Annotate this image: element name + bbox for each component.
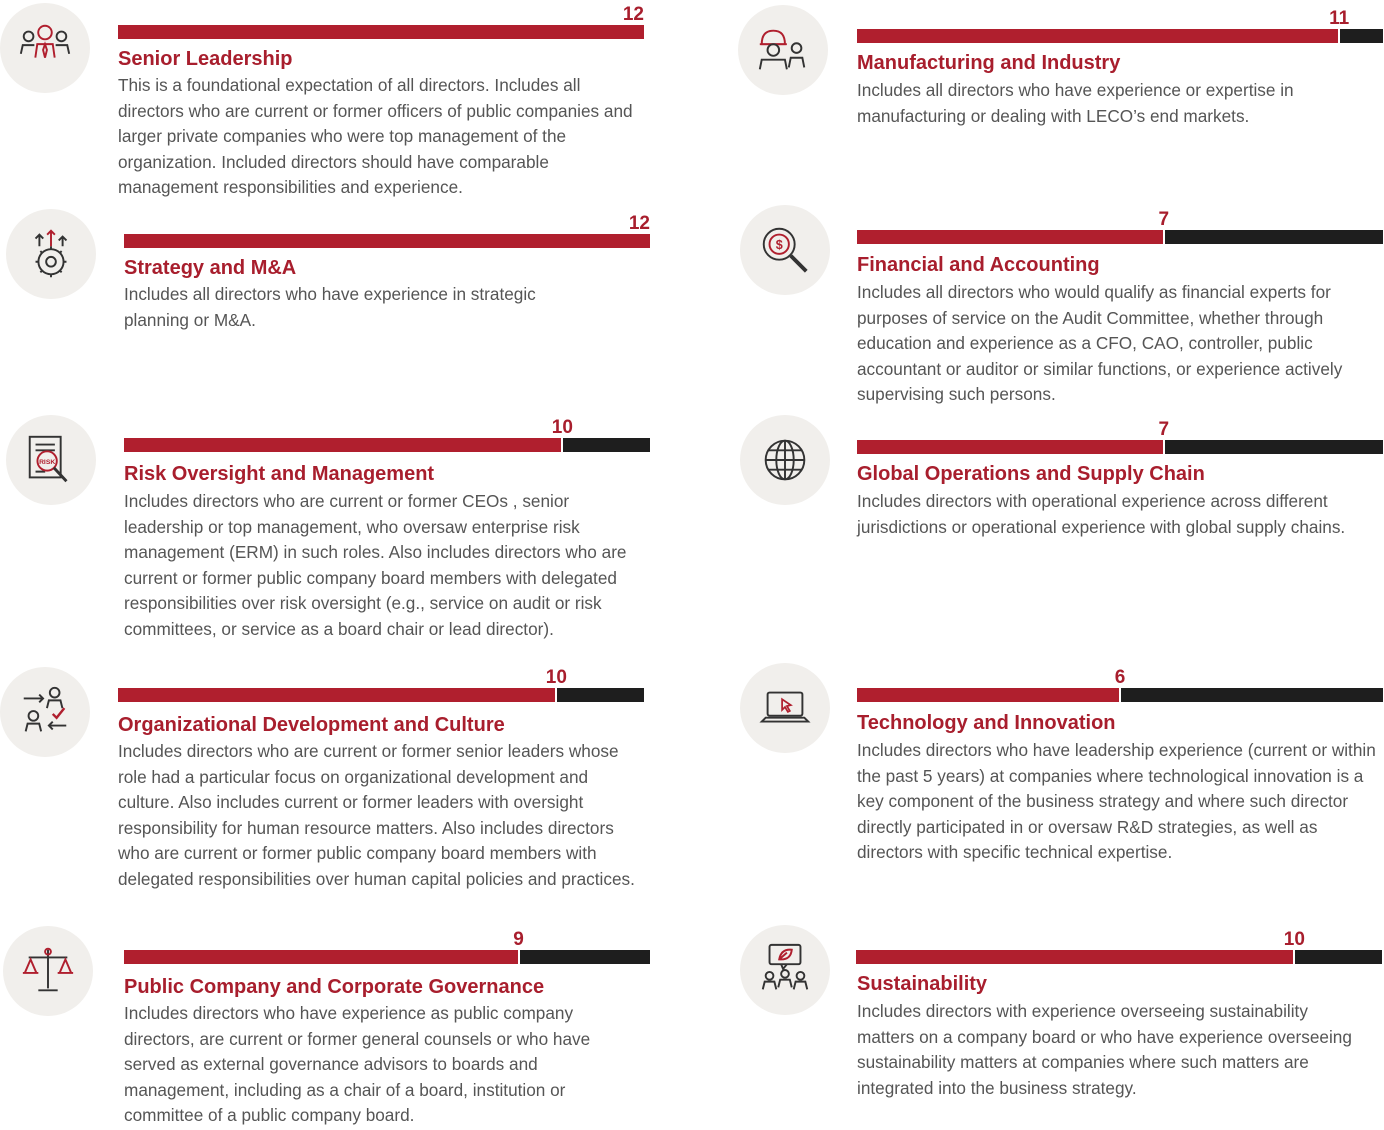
bar-value-label: 12 [622, 4, 644, 25]
bar-track [857, 440, 1383, 454]
skill-bar [857, 668, 1383, 702]
bar-track [856, 950, 1382, 964]
sustainability-icon [740, 925, 830, 1015]
bar-value-label: 12 [628, 213, 650, 234]
skill-description: Includes directors who have leadership experience (current or within the past 5 years) at companies where technological innovation is a key component of the business strategy and where such director directly participated in or oversaw R&D strategies, as well as directors with specific technical expertise. [857, 740, 1376, 863]
risk-icon-label: RISK [39, 458, 56, 466]
manufacturing-icon [738, 5, 828, 95]
skill-description: Includes all directors who have experience in strategic planning or M&A. [124, 284, 536, 330]
bar-divider [518, 950, 520, 964]
skill-title: Technology and Innovation [857, 712, 1116, 734]
bar-remainder [1164, 440, 1383, 454]
bar-value-label: 10 [551, 417, 573, 438]
bar-value-label: 9 [513, 929, 524, 950]
bar-track [857, 688, 1383, 702]
bar-fill [124, 950, 519, 964]
skill-title: Global Operations and Supply Chain [857, 463, 1205, 485]
skill-description: Includes directors who have experience as public company directors, are current or former general counsels or who have served as external governance advisors to boards and management, including as a chair of a board, institution or committee of a public company board. [124, 1003, 591, 1126]
bar-divider [1293, 950, 1295, 964]
skill-bar [124, 418, 650, 452]
bar-fill [857, 688, 1120, 702]
globe-icon [740, 415, 830, 505]
skill-bar [124, 214, 650, 248]
skill-bar [118, 5, 644, 39]
bar-track [118, 25, 644, 39]
bar-track [124, 234, 650, 248]
bar-remainder [1294, 950, 1382, 964]
bar-divider [1119, 688, 1121, 702]
bar-track [124, 950, 650, 964]
bar-value-label: 6 [1114, 667, 1126, 688]
bar-track [124, 438, 650, 452]
bar-remainder [519, 950, 651, 964]
bar-fill [857, 230, 1164, 244]
strategy-gear-icon [6, 209, 96, 299]
skill-title: Financial and Accounting [857, 254, 1100, 276]
skill-title: Risk Oversight and Management [124, 463, 435, 485]
skill-description: Includes directors with operational experience across different jurisdictions or operational experience with global supply chains. [857, 491, 1346, 537]
skill-bar [857, 210, 1383, 244]
bar-divider [555, 688, 557, 702]
skill-bar [124, 930, 650, 964]
bar-value-label: 11 [1329, 8, 1350, 29]
bar-fill [857, 29, 1339, 43]
bar-divider [561, 438, 563, 452]
bar-remainder [1120, 688, 1383, 702]
skill-title: Public Company and Corporate Governance [124, 976, 545, 998]
risk-icon [6, 415, 96, 505]
skill-description: Includes directors who are current or former senior leaders whose role had a particular focus on organizational development and culture. Also includes current or former leaders with oversight responsibility for human resource matters. Also includes directors who are current or former public company board members with delegated responsibilities over human capital policies and practices. [118, 741, 635, 889]
skill-title: Sustainability [857, 973, 988, 995]
bar-divider [1163, 440, 1165, 454]
skill-bar [118, 668, 644, 702]
skill-title: Organizational Development and Culture [118, 714, 505, 736]
bar-track [857, 29, 1383, 43]
bar-divider [1338, 29, 1340, 43]
bar-fill [124, 438, 562, 452]
laptop-icon [740, 663, 830, 753]
skill-bar [857, 420, 1383, 454]
bar-remainder [1339, 29, 1383, 43]
skill-title: Senior Leadership [118, 48, 293, 70]
bar-value-label: 7 [1158, 419, 1170, 440]
leadership-icon [0, 3, 90, 93]
bar-remainder [562, 438, 650, 452]
bar-fill [856, 950, 1294, 964]
org-development-icon [0, 667, 90, 757]
financial-icon-label: $ [775, 238, 783, 253]
bar-fill [118, 25, 644, 39]
bar-remainder [1164, 230, 1383, 244]
bar-track [118, 688, 644, 702]
skill-title: Strategy and M&A [124, 257, 297, 279]
skill-description: Includes directors who are current or former CEOs , senior leadership or top management, who oversaw enterprise risk management (ERM) in such roles. Also includes directors who are current or former public company board members with delegated responsibilities over risk oversight (e.g., service on audit or risk committees, or service as a board chair or lead director). [124, 491, 627, 639]
bar-remainder [556, 688, 644, 702]
bar-value-label: 7 [1158, 209, 1170, 230]
bar-value-label: 10 [545, 667, 567, 688]
bar-value-label: 10 [1283, 929, 1305, 950]
bar-fill [857, 440, 1164, 454]
skill-description: Includes all directors who would qualify as financial experts for purposes of service on the Audit Committee, whether through education and experience as a CFO, CAO, controller, public accountant or auditor or similar functions, or experience actively supervising such persons. [857, 282, 1343, 405]
bar-fill [118, 688, 556, 702]
skill-bar [857, 9, 1383, 43]
skill-description: Includes all directors who have experience or expertise in manufacturing or dealing with LECO’s end markets. [857, 80, 1294, 126]
scales-icon [3, 926, 93, 1016]
skill-description: Includes directors with experience overseeing sustainability matters on a company board or who have experience overseeing sustainability matters at companies where such matters are integrated into the business strategy. [857, 1001, 1352, 1098]
bar-divider [1163, 230, 1165, 244]
financial-magnifier-icon [740, 205, 830, 295]
skill-title: Manufacturing and Industry [857, 52, 1121, 74]
bar-fill [124, 234, 650, 248]
bar-track [857, 230, 1383, 244]
skill-bar [856, 930, 1382, 964]
skill-description: This is a foundational expectation of all directors. Includes all directors who are current or former officers of public companies and larger private companies who were top management of the organization. Included directors should have comparable management responsibilities and experience. [118, 75, 633, 198]
